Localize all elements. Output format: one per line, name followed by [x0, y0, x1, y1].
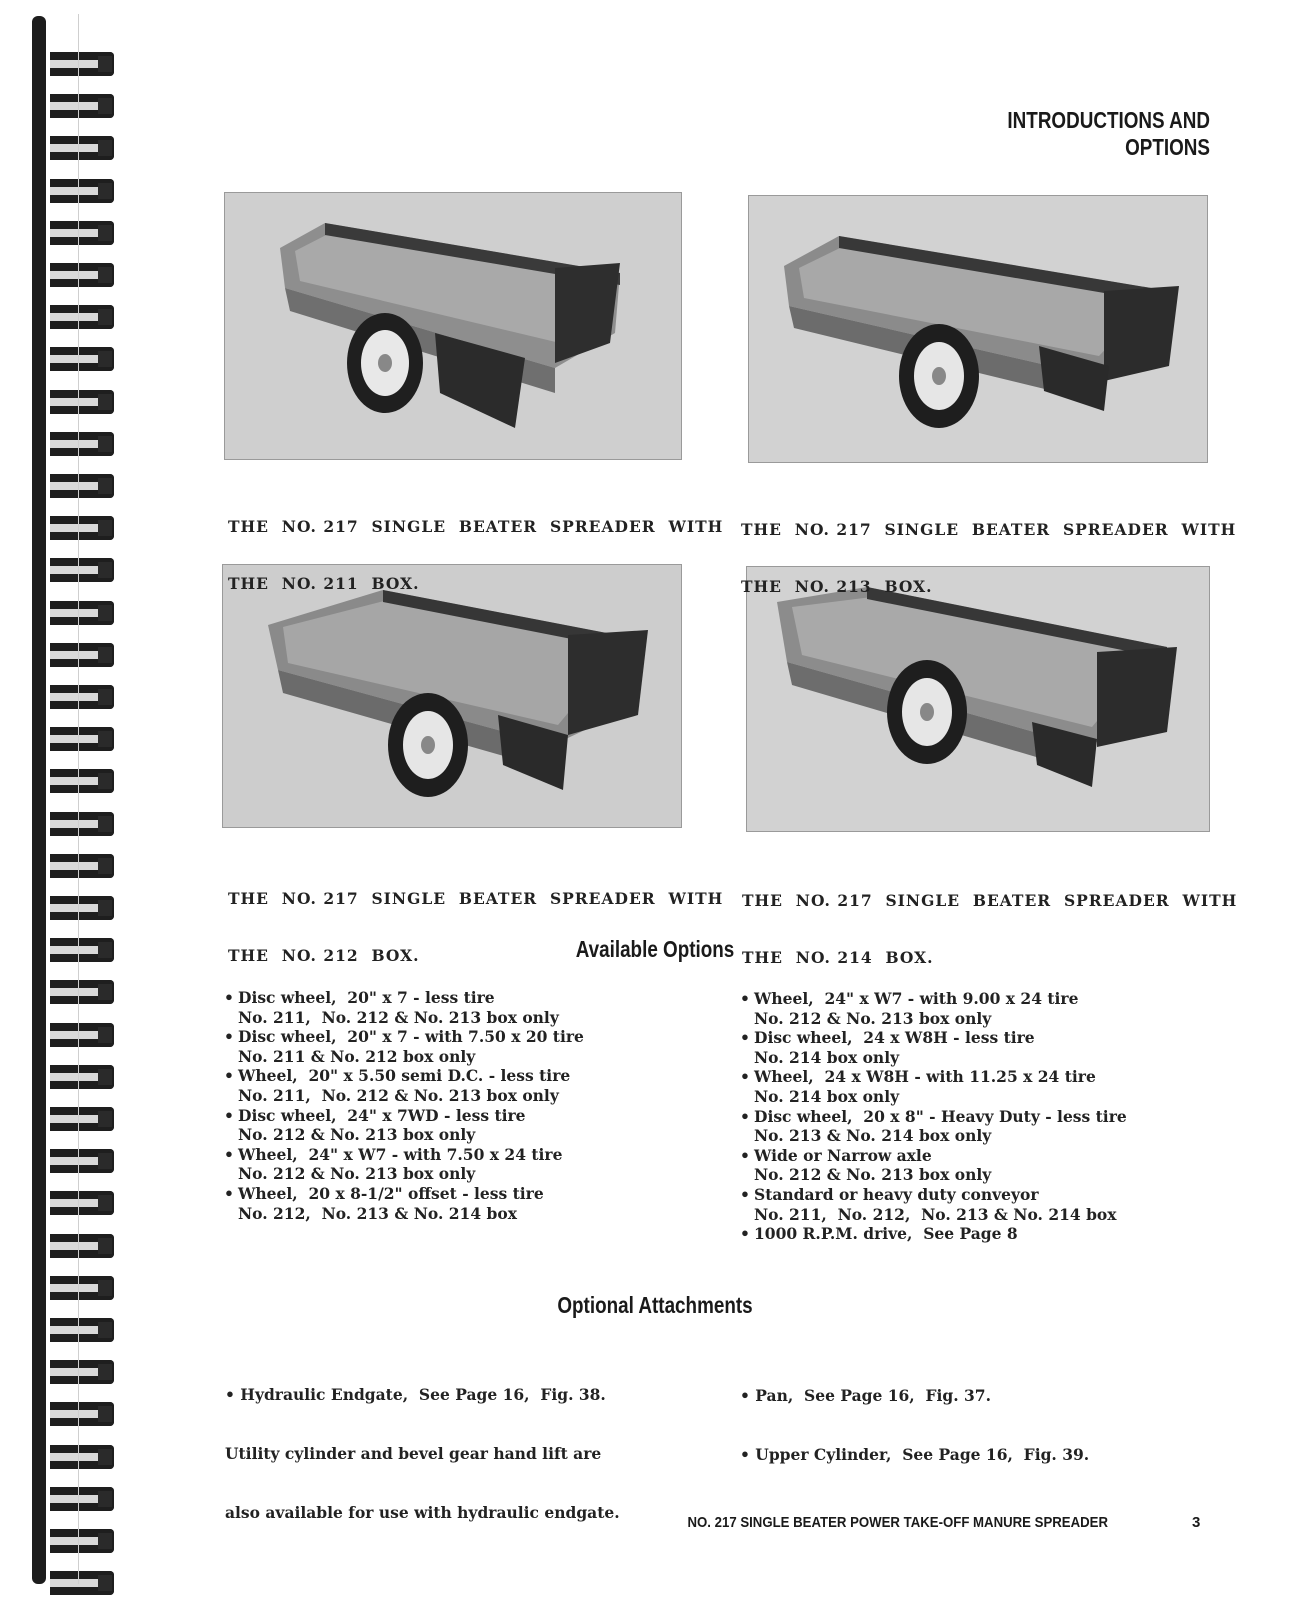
option-item	[740, 1067, 1127, 1106]
binding-spine	[32, 16, 46, 1584]
bullet-icon: •	[740, 1145, 750, 1165]
option-line: No. 212, No. 213 & No. 214 box	[238, 1203, 517, 1223]
option-line: Wheel, 24 x W8H - with 11.25 x 24 tire	[754, 1067, 1096, 1087]
bullet-icon: •	[740, 1224, 750, 1244]
options-list-left	[224, 988, 584, 1223]
photo-caption-214	[742, 853, 1237, 986]
option-line: Disc wheel, 24" x 7WD - less tire	[238, 1105, 526, 1125]
option-item	[224, 1106, 584, 1145]
option-item	[224, 1184, 584, 1223]
option-line: 1000 R.P.M. drive, See Page 8	[754, 1224, 1018, 1244]
option-line: Disc wheel, 20" x 7 - with 7.50 x 20 tire	[238, 1027, 584, 1047]
photo-caption-211	[228, 479, 723, 612]
spreader-photo-213	[748, 195, 1208, 463]
option-line: Wheel, 24" x W7 - with 9.00 x 24 tire	[754, 989, 1079, 1008]
bullet-icon: •	[224, 1105, 234, 1125]
bullet-icon: •	[740, 1028, 750, 1048]
option-item	[224, 988, 584, 1027]
option-line: No. 211, No. 212 & No. 213 box only	[238, 1007, 559, 1027]
attachment-line: • Hydraulic Endgate, See Page 16, Fig. 38.	[225, 1385, 606, 1405]
spreader-photo-211	[224, 192, 682, 460]
option-line: Wheel, 20" x 5.50 semi D.C. - less tire	[238, 1066, 571, 1086]
option-item	[740, 989, 1127, 1028]
option-item	[740, 1185, 1127, 1224]
bullet-icon: •	[740, 1106, 750, 1126]
attachments-left	[225, 1346, 620, 1542]
attachments-right	[740, 1347, 1089, 1484]
caption-line: THE NO. 214 BOX.	[742, 948, 934, 967]
option-line: No. 211, No. 212, No. 213 & No. 214 box	[754, 1204, 1117, 1224]
attachment-line: • Upper Cylinder, See Page 16, Fig. 39.	[740, 1444, 1090, 1464]
option-item	[740, 1146, 1127, 1185]
optional-attachments-heading: Optional Attachments	[557, 1292, 753, 1318]
option-line: No. 214 box only	[754, 1047, 900, 1067]
caption-line: THE NO. 211 BOX.	[228, 574, 420, 593]
page-title: INTRODUCTIONS AND OPTIONS	[1007, 107, 1210, 160]
bullet-icon: •	[224, 988, 234, 1007]
option-line: Disc wheel, 24 x W8H - less tire	[754, 1028, 1035, 1048]
option-line: No. 214 box only	[754, 1086, 900, 1106]
option-item	[224, 1027, 584, 1066]
bullet-icon: •	[740, 1184, 750, 1204]
option-line: No. 211 & No. 212 box only	[238, 1046, 476, 1066]
option-line: Standard or heavy duty conveyor	[754, 1184, 1039, 1204]
option-line: Wheel, 20 x 8-1/2" offset - less tire	[238, 1183, 544, 1203]
spreader-illustration	[749, 196, 1207, 462]
attachment-line: Utility cylinder and bevel gear hand lift are	[225, 1443, 602, 1463]
bullet-icon: •	[224, 1027, 234, 1047]
options-list-right	[740, 989, 1127, 1244]
option-line: No. 212 & No. 213 box only	[238, 1164, 476, 1184]
option-item	[740, 1028, 1127, 1067]
caption-line: THE NO. 217 SINGLE BEATER SPREADER WITH	[742, 891, 1238, 910]
option-line: No. 212 & No. 213 box only	[238, 1125, 476, 1145]
option-line: No. 211, No. 212 & No. 213 box only	[238, 1085, 559, 1105]
attachment-line: also available for use with hydraulic endgate.	[225, 1502, 620, 1522]
option-item	[224, 1066, 584, 1105]
option-line: No. 212 & No. 213 box only	[754, 1165, 992, 1185]
caption-line: THE NO. 213 BOX.	[741, 577, 933, 596]
caption-line: THE NO. 217 SINGLE BEATER SPREADER WITH	[741, 520, 1237, 539]
footer-title: NO. 217 SINGLE BEATER POWER TAKE-OFF MANURE SPREADER	[687, 1514, 1108, 1531]
option-line: Wide or Narrow axle	[754, 1145, 932, 1165]
option-item	[740, 1107, 1127, 1146]
option-line: No. 213 & No. 214 box only	[754, 1126, 992, 1146]
option-line: Wheel, 24" x W7 - with 7.50 x 24 tire	[238, 1144, 563, 1164]
bullet-icon: •	[224, 1066, 234, 1086]
option-line: Disc wheel, 20" x 7 - less tire	[238, 988, 495, 1007]
bullet-icon: •	[740, 1067, 750, 1087]
spreader-illustration	[225, 193, 681, 459]
caption-line: THE NO. 212 BOX.	[228, 946, 420, 965]
option-item	[740, 1224, 1127, 1244]
option-item	[224, 1145, 584, 1184]
available-options-heading: Available Options	[575, 936, 735, 962]
photo-caption-212	[228, 851, 723, 984]
option-line: No. 212 & No. 213 box only	[754, 1008, 992, 1028]
caption-line: THE NO. 217 SINGLE BEATER SPREADER WITH	[228, 889, 724, 908]
option-line: Disc wheel, 20 x 8" - Heavy Duty - less tire	[754, 1106, 1127, 1126]
bullet-icon: •	[224, 1144, 234, 1164]
caption-line: THE NO. 217 SINGLE BEATER SPREADER WITH	[228, 517, 724, 536]
bullet-icon: •	[224, 1183, 234, 1203]
bullet-icon: •	[740, 989, 750, 1008]
photo-caption-213	[741, 482, 1236, 615]
attachment-line: • Pan, See Page 16, Fig. 37.	[740, 1386, 991, 1406]
page-number: 3	[1192, 1514, 1201, 1531]
